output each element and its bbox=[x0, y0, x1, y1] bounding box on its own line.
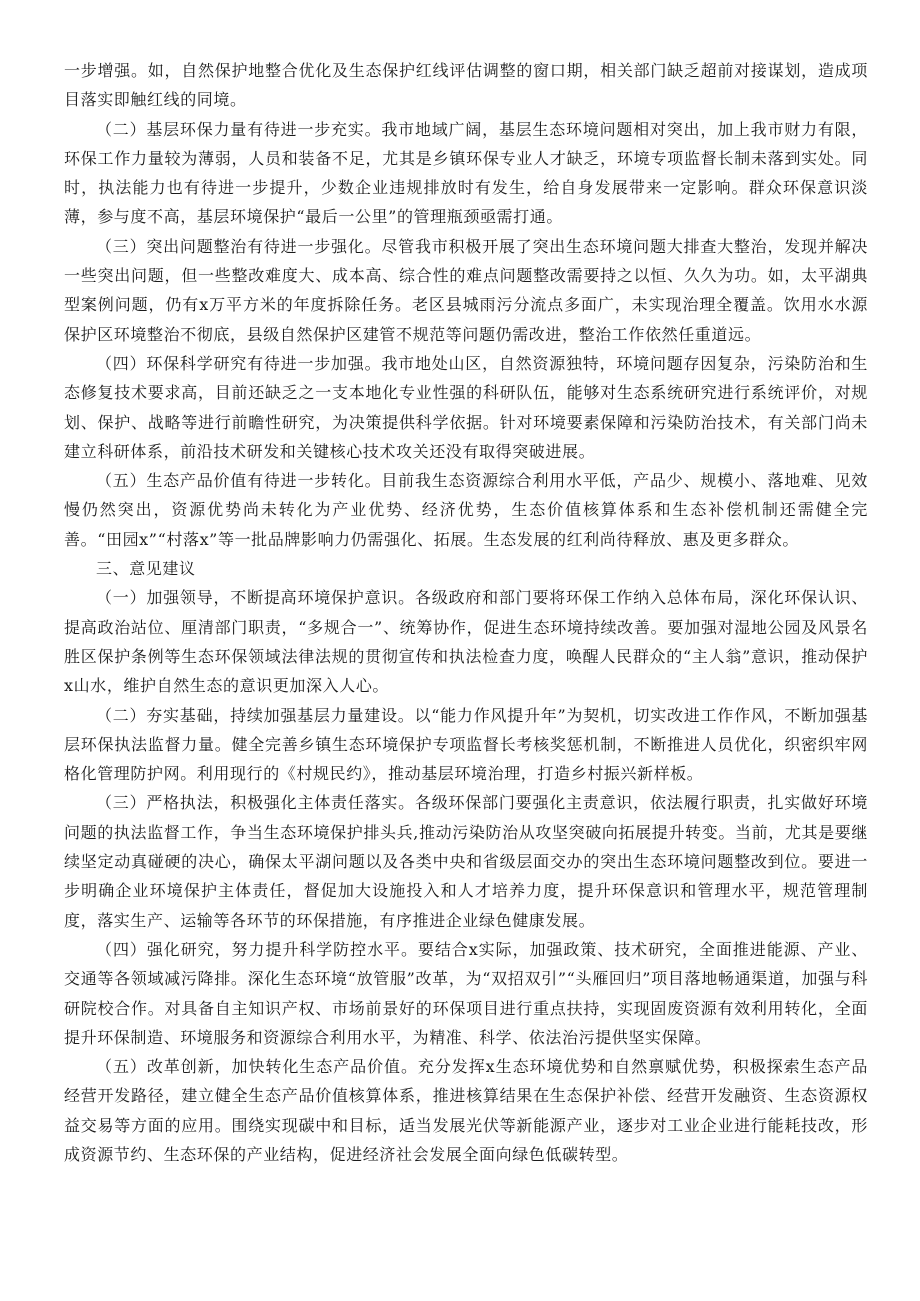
paragraph-problem-remediation: （三）突出问题整治有待进一步强化。尽管我市积极开展了突出生态环境问题大排查大整治，发现并解决一些突出问题，但一些整改难度大、成本高、综合性的难点问题整改需要持之以恒、久久为功。如，太平湖典型案例问题，仍有x万平方米的年度拆除任务。老区县城雨污分流点多面广，未实现治理全覆盖。饮用水水源保护区环境整治不彻底，县级自然保护区建管不规范等问题仍需改进，整治工作依然任重道远。 bbox=[64, 236, 868, 344]
paragraph-strengthen-research: （四）强化研究，努力提升科学防控水平。要结合x实际，加强政策、技术研究，全面推进能源、产业、交通等各领域减污降排。深化生态环境“放管服”改革，为“双招双引”“头雁回归”项目落地畅通渠道，加强与科研院校合作。对具备自主知识产权、市场前景好的环保项目进行重点扶持，实现固废资源有效利用转化，全面提升环保制造、环境服务和资源综合利用水平，为精准、科学、依法治污提供坚实保障。 bbox=[64, 939, 868, 1047]
paragraph-continuation: 一步增强。如，自然保护地整合优化及生态保护红线评估调整的窗口期，相关部门缺乏超前对接谋划，造成项目落实即触红线的同境。 bbox=[64, 61, 868, 110]
paragraph-strengthen-leadership: （一）加强领导，不断提高环境保护意识。各级政府和部门要将环保工作纳入总体布局，深化环保认识、提高政治站位、厘清部门职责，“多规合一”、统筹协作，促进生态环境持续改善。要加强对湿地公园及风景名胜区保护条例等生态环保领域法律法规的贯彻宣传和执法检查力度，唤醒人民群众的“主人翁”意识，推动保护x山水，维护自然生态的意识更加深入人心。 bbox=[64, 588, 868, 696]
paragraph-grassroots-strength: （二）基层环保力量有待进一步充实。我市地域广阔，基层生态环境问题相对突出，加上我市财力有限，环保工作力量较为薄弱，人员和装备不足，尤其是乡镇环保专业人才缺乏，环境专项监督长制未落到实处。同时，执法能力也有待进一步提升，少数企业违规排放时有发生，给自身发展带来一定影响。群众环保意识淡薄，参与度不高，基层环境保护“最后一公里”的管理瓶颈亟需打通。 bbox=[64, 119, 868, 227]
section-heading-suggestions: 三、意见建议 bbox=[96, 559, 196, 579]
paragraph-strict-enforcement: （三）严格执法，积极强化主体责任落实。各级环保部门要强化主责意识，依法履行职责，扎实做好环境问题的执法监督工作，争当生态环境保护排头兵,推动污染防治从攻坚突破向拓展提升转变。当前，尤其是要继续坚定动真碰硬的决心，确保太平湖问题以及各类中央和省级层面交办的突出生态环境问题整改到位。要进一步明确企业环境保护主体责任，督促加大设施投入和人才培养力度，提升环保意识和管理水平，规范管理制度，落实生产、运输等各环节的环保措施，有序推进企业绿色健康发展。 bbox=[64, 793, 868, 930]
paragraph-consolidate-foundation: （二）夯实基础，持续加强基层力量建设。以“能力作风提升年”为契机，切实改进工作作风，不断加强基层环保执法监督力量。健全完善乡镇生态环境保护专项监督长考核奖惩机制，不断推进人员优化，织密织牢网格化管理防护网。利用现行的《村规民约》，推动基层环境治理，打造乡村振兴新样板。 bbox=[64, 705, 868, 784]
paragraph-reform-innovation: （五）改革创新，加快转化生态产品价值。充分发挥x生态环境优势和自然禀赋优势，积极探索生态产品经营开发路径，建立健全生态产品价值核算体系，推进核算结果在生态保护补偿、经营开发融资、生态资源权益交易等方面的应用。围绕实现碳中和目标，适当发展光伏等新能源产业，逐步对工业企业进行能耗技改，形成资源节约、生态环保的产业结构，促进经济社会发展全面向绿色低碳转型。 bbox=[64, 1057, 868, 1164]
paragraph-eco-product-value: （五）生态产品价值有待进一步转化。目前我生态资源综合利用水平低，产品少、规模小、落地难、见效慢仍然突出，资源优势尚未转化为产业优势、经济优势，生态价值核算体系和生态补偿机制还需健全完善。“田园x”“村落x”等一批品牌影响力仍需强化、拓展。生态发展的红利尚待释放、惠及更多群众。 bbox=[64, 471, 868, 549]
paragraph-scientific-research: （四）环保科学研究有待进一步加强。我市地处山区，自然资源独特，环境问题存因复杂，污染防治和生态修复技术要求高，目前还缺乏之一支本地化专业性强的科研队伍，能够对生态系统研究进行系统评价，对规划、保护、战略等进行前瞻性研究，为决策提供科学依据。针对环境要素保障和污染防治技术，有关部门尚未建立科研体系，前沿技术研发和关键核心技术攻关还没有取得突破进展。 bbox=[64, 353, 868, 461]
